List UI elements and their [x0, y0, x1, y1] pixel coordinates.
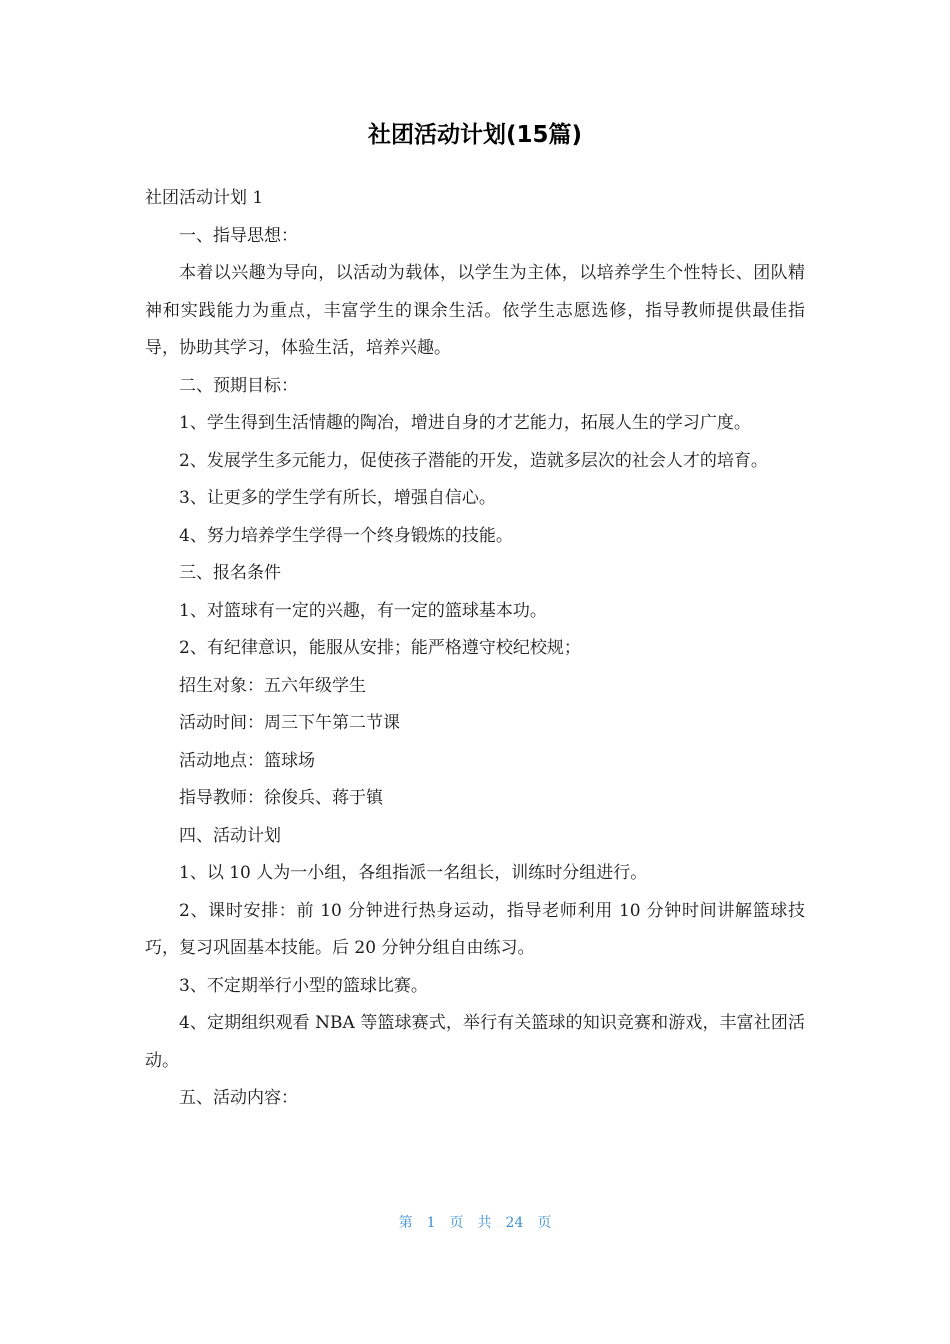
- section-heading: 社团活动计划 1: [145, 188, 264, 208]
- paragraph: 本着以兴趣为导向，以活动为载体，以学生为主体，以培养学生个性特长、团队精神和实践能力为重点，丰富学生的课余生活。依学生志愿选修，指导教师提供最佳指导，协助其学习，体验生活，培养兴趣。: [145, 263, 805, 358]
- paragraph: 五、活动内容：: [179, 1088, 298, 1108]
- paragraph: 2、发展学生多元能力，促使孩子潜能的开发，造就多层次的社会人才的培育。: [179, 450, 768, 471]
- paragraph: 3、不定期举行小型的篮球比赛。: [179, 975, 428, 996]
- paragraph: 3、让更多的学生学有所长，增强自信心。: [179, 488, 496, 508]
- total-page-count: 24: [505, 1215, 524, 1231]
- paragraph: 1、以 10 人为一小组，各组指派一名组长，训练时分组进行。: [179, 863, 648, 883]
- paragraph: 2、有纪律意识，能服从安排；能严格遵守校纪校规；: [179, 638, 581, 658]
- paragraph: 指导教师：徐俊兵、蒋于镇: [179, 788, 383, 808]
- total-suffix: 页: [537, 1215, 552, 1231]
- paragraph: 4、定期组织观看 NBA 等篮球赛式，举行有关篮球的知识竞赛和游戏，丰富社团活动。: [145, 1013, 805, 1071]
- page-footer: [0, 1212, 950, 1232]
- paragraph: 招生对象：五六年级学生: [179, 675, 366, 696]
- paragraph: 三、报名条件: [179, 563, 281, 583]
- page-suffix: 页: [449, 1215, 464, 1231]
- paragraph: 4、努力培养学生学得一个终身锻炼的技能。: [179, 525, 513, 546]
- page-label: 第: [398, 1215, 413, 1231]
- paragraph: 二、预期目标：: [179, 375, 298, 396]
- current-page-number: 1: [426, 1215, 436, 1231]
- total-label: 共: [477, 1215, 492, 1231]
- document-title: 社团活动计划(15篇): [367, 122, 583, 148]
- paragraph: 2、课时安排：前 10 分钟进行热身运动，指导老师利用 10 分钟时间讲解篮球技巧，复习巩固基本技能。后 20 分钟分组自由练习。: [145, 900, 805, 958]
- document-body: [145, 180, 805, 1118]
- paragraph: 四、活动计划: [179, 825, 281, 846]
- paragraph: 1、对篮球有一定的兴趣，有一定的篮球基本功。: [179, 600, 547, 621]
- paragraph: 活动地点：篮球场: [179, 750, 315, 771]
- paragraph: 活动时间：周三下午第二节课: [179, 713, 400, 733]
- paragraph: 一、指导思想：: [179, 225, 298, 246]
- paragraph: 1、学生得到生活情趣的陶冶，增进自身的才艺能力，拓展人生的学习广度。: [179, 413, 751, 433]
